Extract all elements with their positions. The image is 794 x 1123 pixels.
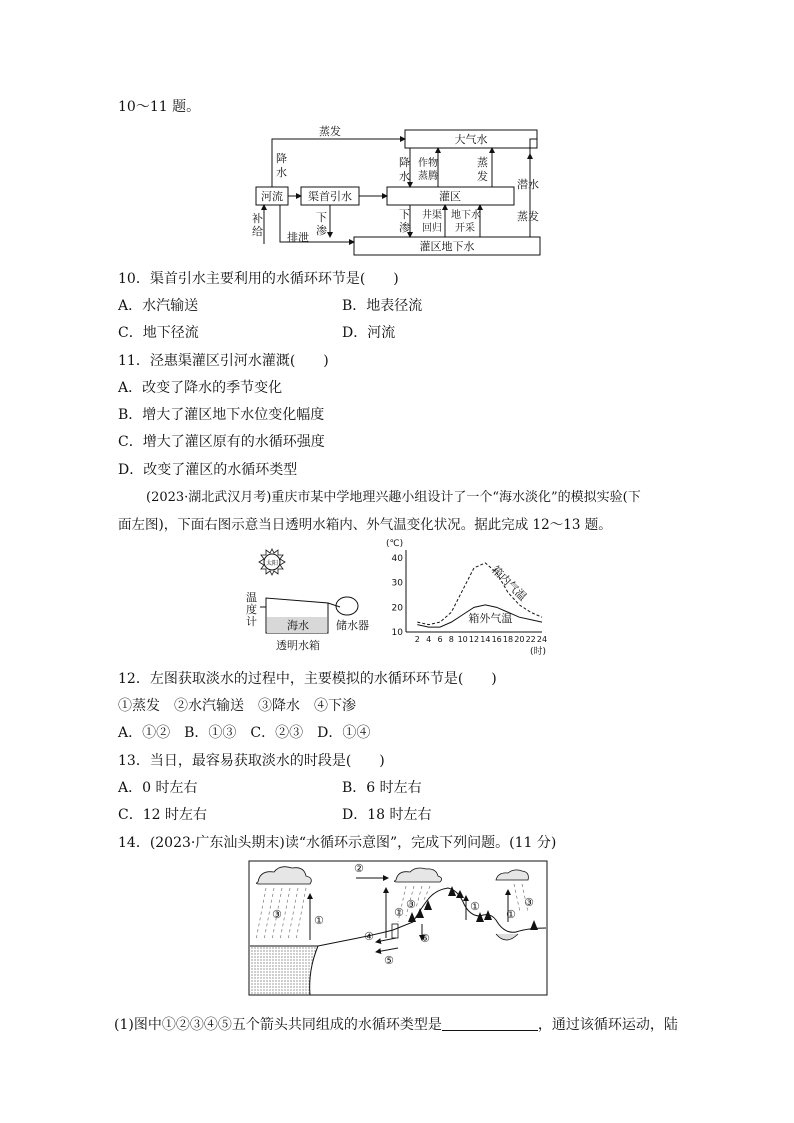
- q13-stem: 13．当日，最容易获取淡水的时段是( ): [118, 753, 385, 769]
- ocean: [250, 946, 318, 995]
- reservoir-label: 储水器: [336, 619, 369, 632]
- q14-answer-blank[interactable]: [442, 1016, 538, 1031]
- phreatic-2: 蒸发: [517, 210, 539, 223]
- x-tick-label: 22: [525, 635, 536, 644]
- seep-mid-2: 渗: [399, 221, 410, 234]
- rain-mid-2: 水: [399, 170, 410, 183]
- q10-option-b[interactable]: B．地表径流: [342, 298, 423, 314]
- well-return-2: 回归: [422, 223, 442, 234]
- q12-stem: 12．左图获取淡水的过程中，主要模拟的水循环环节是( ): [118, 671, 497, 687]
- q14-part1: [114, 1014, 678, 1034]
- transpiration-1: 作物: [418, 158, 438, 169]
- reservoir-flask: [336, 597, 358, 615]
- river-label: 河流: [261, 190, 283, 203]
- seep-mid-1: 下: [399, 208, 410, 221]
- q11-stem: 11．泾惠渠灌区引河水灌溉( ): [118, 353, 329, 369]
- q10-stem: 10．渠首引水主要利用的水循环环节是( ): [118, 271, 399, 287]
- num-5: ⑤: [384, 954, 394, 967]
- q13-option-c[interactable]: C．12 时左右: [118, 807, 207, 823]
- thermometer-label-2: 度: [246, 603, 257, 616]
- rain-left-1: 降: [276, 152, 287, 165]
- x-tick-label: 2: [414, 635, 420, 644]
- thermometer-label-1: 温: [246, 591, 257, 604]
- cloud-ocean: [256, 867, 311, 884]
- q11-option-b[interactable]: B．增大了灌区地下水位变化幅度: [118, 407, 325, 423]
- outlet-pipe: [328, 603, 340, 607]
- y-tick-label: 30: [391, 578, 403, 589]
- x-tick-label: 24: [536, 635, 548, 644]
- y-axis-label: (℃): [386, 539, 404, 549]
- seep-left-2: 渗: [316, 224, 327, 237]
- q12-options[interactable]: A．①② B．①③ C．②③ D．①④: [118, 725, 371, 741]
- y-tick-label: 40: [391, 554, 403, 564]
- recharge-1: 补: [252, 212, 263, 225]
- x-tick-label: 10: [457, 635, 468, 644]
- temperature-chart: [384, 536, 554, 658]
- x-axis-label: (时): [529, 647, 547, 657]
- x-tick-label: 4: [426, 635, 432, 644]
- num-1-inland: ①: [506, 908, 516, 921]
- desalination-setup: [240, 545, 375, 653]
- num-4: ④: [364, 930, 374, 943]
- x-tick-label: 12: [468, 635, 480, 644]
- intro-tail: 10～11 题。: [118, 99, 201, 115]
- groundwater-label: 灌区地下水: [419, 240, 475, 253]
- transpiration-2: 蒸腾: [418, 171, 438, 182]
- box-label: 透明水箱: [276, 639, 320, 652]
- q14-part1-b: ，通过该循环运动，陆: [537, 1017, 678, 1033]
- num-3-ocean: ③: [272, 908, 282, 921]
- x-tick-label: 8: [448, 635, 454, 644]
- num-3-inland: ③: [524, 896, 534, 909]
- cloud-mountain: [394, 868, 441, 882]
- seep-left-1: 下: [316, 211, 327, 224]
- lake: [496, 934, 518, 940]
- seawater-label: 海水: [287, 619, 309, 632]
- series-inside-label: 箱内气温: [488, 563, 530, 604]
- num-6: ⑥: [420, 932, 430, 945]
- building: [392, 924, 398, 938]
- atmosphere-label: 大气水: [454, 133, 488, 146]
- q11-option-c[interactable]: C．增大了灌区原有的水循环强度: [118, 434, 325, 450]
- x-tick-label: 6: [437, 635, 443, 644]
- well-return-1: 井渠: [422, 210, 442, 221]
- q10-option-d[interactable]: D．河流: [342, 325, 396, 341]
- channel-label: 渠首引水: [308, 190, 352, 203]
- thermometer-label-3: 计: [246, 615, 257, 628]
- q14-stem: 14．(2023·广东汕头期末)读“水循环示意图”，完成下列问题。(11 分): [118, 835, 557, 851]
- q13-option-d[interactable]: D．18 时左右: [342, 807, 432, 823]
- x-tick-label: 16: [491, 635, 502, 644]
- recharge-2: 给: [252, 225, 263, 238]
- evap-right-2: 发: [477, 170, 488, 183]
- sun-icon: [259, 549, 285, 575]
- gw-pump-1: 地下水: [451, 210, 481, 221]
- q12-items: ①蒸发 ②水汽输送 ③降水 ④下渗: [118, 698, 356, 714]
- x-tick-label: 14: [480, 635, 491, 644]
- rain-left-2: 水: [276, 166, 287, 179]
- x-tick-label: 20: [514, 635, 525, 644]
- num-1-land: ①: [394, 906, 404, 919]
- discharge-label: 排泄: [287, 231, 309, 244]
- irrigation-cycle-diagram: [250, 124, 550, 260]
- num-3-land: ③: [406, 898, 416, 911]
- q13-option-a[interactable]: A．0 时左右: [118, 780, 198, 796]
- x-tick-label: 18: [502, 635, 514, 644]
- q10-option-c[interactable]: C．地下径流: [118, 325, 199, 341]
- evap-right-1: 蒸: [477, 156, 488, 169]
- water-cycle-diagram: [248, 860, 548, 996]
- sun-label: 太阳: [265, 560, 279, 567]
- intro2-line2: 面左图)，下面右图示意当日透明水箱内、外气温变化状况。据此完成 12～13 题。: [118, 517, 612, 533]
- intro2-line1: (2023·湖北武汉月考)重庆市某中学地理兴趣小组设计了一个“海水淡化”的模拟实验(下: [146, 490, 641, 505]
- gw-pump-2: 开采: [455, 223, 475, 234]
- y-tick-label: 10: [391, 628, 403, 638]
- series-outside-label: 箱外气温: [468, 612, 513, 626]
- q11-option-a[interactable]: A．改变了降水的季节变化: [118, 380, 283, 396]
- q13-option-b[interactable]: B．6 时左右: [342, 780, 422, 796]
- num-1-ocean: ①: [314, 914, 324, 927]
- q14-part1-a: (1)图中①②③④⑤五个箭头共同组成的水循环类型是: [114, 1017, 442, 1033]
- rain-mid-1: 降: [399, 156, 410, 169]
- evaporation-label: 蒸发: [319, 125, 341, 138]
- num-2: ②: [354, 862, 364, 875]
- num-1-right: ①: [470, 900, 480, 913]
- phreatic-1: 潜水: [517, 178, 539, 191]
- cloud-inland: [496, 870, 528, 880]
- irrigation-label: 灌区: [439, 190, 461, 203]
- q10-option-a[interactable]: A．水汽输送: [118, 298, 199, 314]
- q11-option-d[interactable]: D．改变了灌区的水循环类型: [118, 462, 298, 478]
- y-tick-label: 20: [391, 603, 403, 614]
